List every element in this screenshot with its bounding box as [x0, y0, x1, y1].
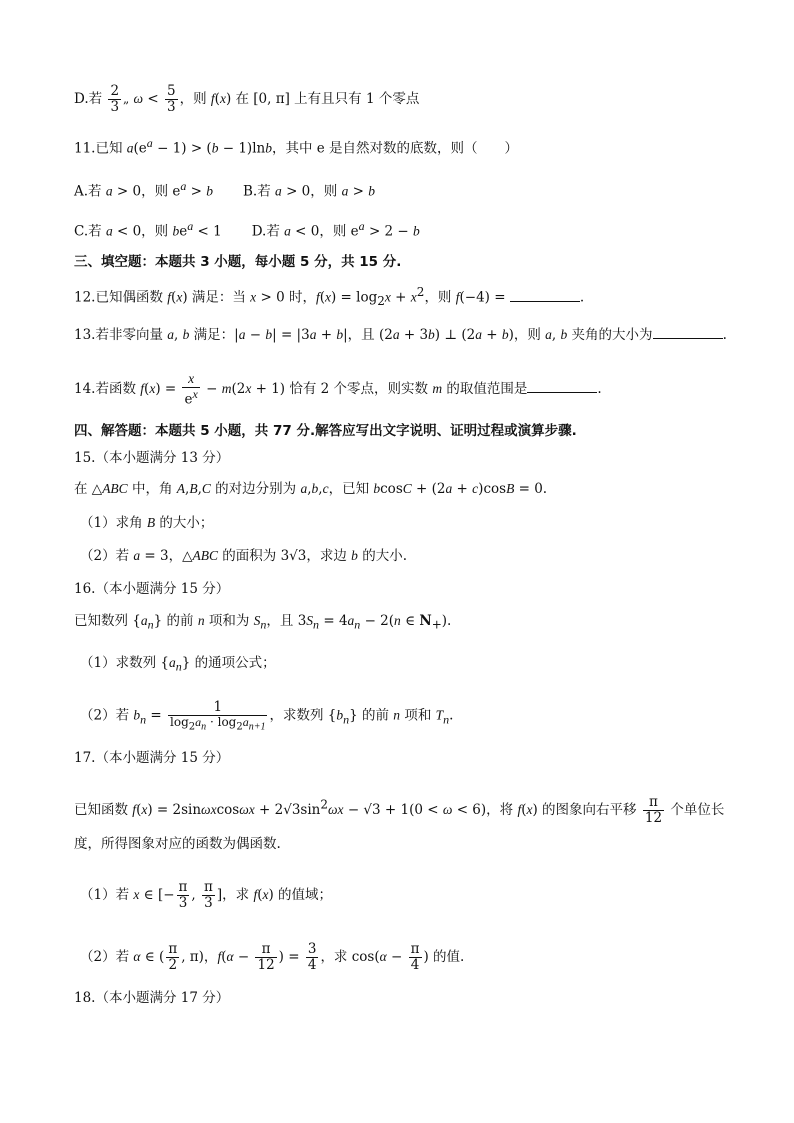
question-16-part-2: （2）若 $b_n$ = $\frac{1}{\log_2a_n \cdot \log_2a_{n+1}}$ ，求数列 $\{b_n\}$ 的前 n 项和 $T_n$.: [80, 699, 454, 733]
question-16-part-1: （1）求数列 $\{a_n\}$ 的通项公式；: [80, 655, 276, 674]
question-18-header: 18.（本小题满分 17 分）: [74, 990, 230, 1006]
option-d-q10: D.若 $\frac{2}{3}$ „ ω < $\frac{5}{3}$ ，则 f(x) 在 [0, π] 上有且只有 1 个零点: [74, 83, 420, 115]
question-17-part-1: （1）若 x ∈ [− $\frac{\pi}{3}$ , $\frac{\pi}{3}$ ]，求 f(x) 的值域；: [80, 879, 333, 911]
question-17-header: 17.（本小题满分 15 分）: [74, 750, 230, 766]
question-11-options-ab: A.若 a > 0，则 $e^a > b$ B.若 a > 0，则 a > b: [74, 179, 375, 200]
question-15-text: 在 △ABC 中，角 A,B,C 的对边分别为 a,b,c，已知 bcosC + (2a + c)cosB = 0.: [74, 481, 548, 497]
question-17-part-2: （2）若 α ∈ ( $\frac{\pi}{2}$ , π)，f(α − $\frac{\pi}{12}$ ) = $\frac{3}{4}$ ，求 cos(α − $\frac{\pi}{4}$ ) 的值.: [80, 941, 465, 973]
question-12: 12.已知偶函数 f(x) 满足：当 x > 0 时，$f(x) = \log_2x + x^2$，则 f(−4) = .: [74, 285, 585, 309]
section-3-heading: 三、填空题：本题共 3 小题，每小题 5 分，共 15 分.: [74, 254, 402, 270]
question-16-header: 16.（本小题满分 15 分）: [74, 581, 230, 597]
question-11: 11.已知 $a(e^a - 1) > (b - 1)\ln b$，其中 e 是自然对数的底数，则（ ）: [74, 136, 519, 157]
section-4-heading: 四、解答题：本题共 5 小题，共 77 分.解答应写出文字说明、证明过程或演算步骤.: [74, 423, 577, 439]
question-16-text: 已知数列 $\{a_n\}$ 的前 n 项和为 $S_n$，且 $3S_n = 4a_n - 2(n$ ∈ $N_+$).: [74, 613, 452, 632]
question-11-options-cd: C.若 a < 0，则 $be^a < 1$ D.若 a < 0，则 $e^a > 2 - b$: [74, 219, 420, 240]
question-17-text-cont: 度，所得图象对应的函数为偶函数.: [74, 836, 281, 852]
question-13: 13.若非零向量 a, b 满足：|a − b| = |3a + b|，且 (2a + 3b) ⊥ (2a + b)，则 a, b 夹角的大小为 .: [74, 327, 727, 343]
question-15-part-2: （2）若 a = 3，△ABC 的面积为 3√3，求边 b 的大小.: [80, 548, 408, 564]
question-17-text: 已知函数 $f(x) = 2\sin\omega xcos\omega x + 2√3\sin^2\omega x - √3 + 1(0 < \omega < 6)$，将 f(x) 的图象向右平移 $\frac{\pi}{12}$ 个单位长: [74, 794, 725, 826]
question-15-header: 15.（本小题满分 13 分）: [74, 450, 230, 466]
question-15-part-1: （1）求角 B 的大小；: [80, 515, 214, 531]
question-14: 14.若函数 f(x) = $\frac{x}{e^x}$ − m(2x + 1) 恰有 2 个零点，则实数 m 的取值范围是 .: [74, 371, 602, 408]
